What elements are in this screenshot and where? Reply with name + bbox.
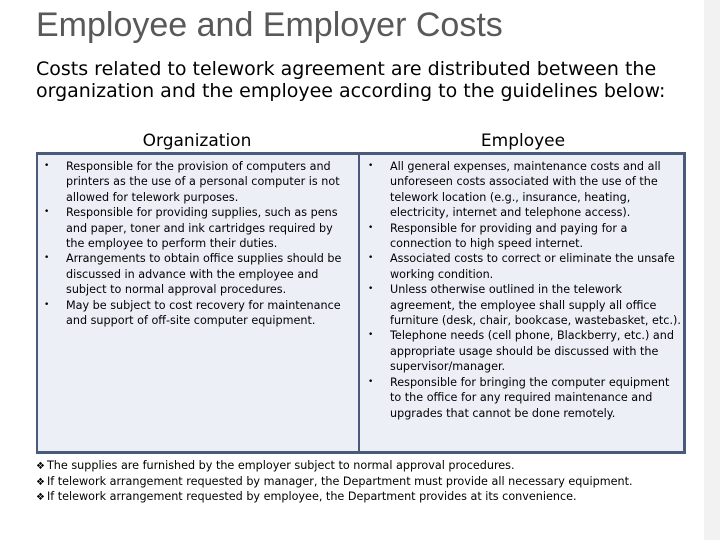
- list-item: [44, 251, 354, 297]
- list-item: [44, 298, 354, 329]
- list-item-text: Responsible for providing supplies, such as pens and paper, toner and ink cartridges required by the employee to perform their duties.: [66, 206, 338, 251]
- footnote-text: The supplies are furnished by the employer subject to normal approval procedures.: [46, 459, 515, 472]
- footnotes: [36, 459, 706, 506]
- bullet-icon: •: [368, 330, 374, 341]
- list-item-text: May be subject to cost recovery for maintenance and support of off-site computer equipment.: [66, 298, 341, 328]
- organization-list: [44, 159, 354, 328]
- footnote: [36, 475, 706, 491]
- footnote: [36, 490, 706, 506]
- bullet-icon: •: [368, 284, 374, 295]
- employee-list: [368, 159, 684, 421]
- employee-panel: [358, 152, 686, 454]
- bullet-icon: •: [44, 207, 50, 218]
- bullet-icon: •: [44, 161, 50, 171]
- list-item-text: Unless otherwise outlined in the telework agreement, the employee shall supply all office furniture (desk, chair, bookcase, wastebasket, etc.).: [390, 283, 681, 328]
- footnote: [36, 459, 706, 475]
- diamond-bullet-icon: ❖: [36, 492, 45, 504]
- footnote-text: If telework arrangement requested by employee, the Department provides at its convenience.: [46, 490, 577, 504]
- footnote-text: If telework arrangement requested by manager, the Department must provide all necessary equipment.: [46, 474, 633, 488]
- right-gutter: [704, 0, 720, 540]
- page-title: Employee and Employer Costs: [36, 6, 503, 44]
- list-item: [44, 159, 354, 205]
- list-item: [368, 221, 684, 252]
- list-item-text: Responsible for bringing the computer equipment to the office for any required maintenance and upgrades that cannot be done remotely.: [390, 375, 670, 420]
- list-item-text: Responsible for the provision of computers and printers as the use of a personal computer is not allowed for telework purposes.: [66, 160, 340, 204]
- intro-paragraph: Costs related to telework agreement are distributed between the organization and the employee according to the guidelines below:: [36, 58, 666, 102]
- diamond-bullet-icon: ❖: [36, 476, 45, 488]
- list-item-text: Arrangements to obtain office supplies should be discussed in advance with the employee and subject to normal approval procedures.: [66, 252, 342, 297]
- employee-header: Employee: [480, 131, 566, 151]
- bullet-icon: •: [44, 253, 50, 264]
- list-item: [368, 328, 684, 374]
- bullet-icon: •: [368, 161, 374, 171]
- diamond-bullet-icon: ❖: [36, 461, 45, 472]
- list-item: [368, 251, 684, 282]
- bullet-icon: •: [368, 253, 374, 264]
- list-item: [368, 282, 684, 328]
- organization-panel: [36, 152, 358, 454]
- list-item-text: All general expenses, maintenance costs and all unforeseen costs associated with the use of the telework location (e.g., insurance, heating, electricity, internet and telephone access).: [390, 160, 661, 220]
- bullet-icon: •: [368, 222, 374, 233]
- organization-header: Organization: [142, 131, 252, 151]
- list-item-text: Responsible for providing and paying for a connection to high speed internet.: [390, 221, 628, 251]
- list-item-text: Telephone needs (cell phone, Blackberry, etc.) and appropriate usage should be discussed with the supervisor/manager.: [390, 329, 674, 374]
- list-item-text: Associated costs to correct or eliminate the unsafe working condition.: [390, 252, 675, 281]
- list-item: [368, 159, 684, 221]
- list-item: [44, 205, 354, 251]
- bullet-icon: •: [368, 376, 374, 387]
- list-item: [368, 375, 684, 421]
- bullet-icon: •: [44, 299, 50, 310]
